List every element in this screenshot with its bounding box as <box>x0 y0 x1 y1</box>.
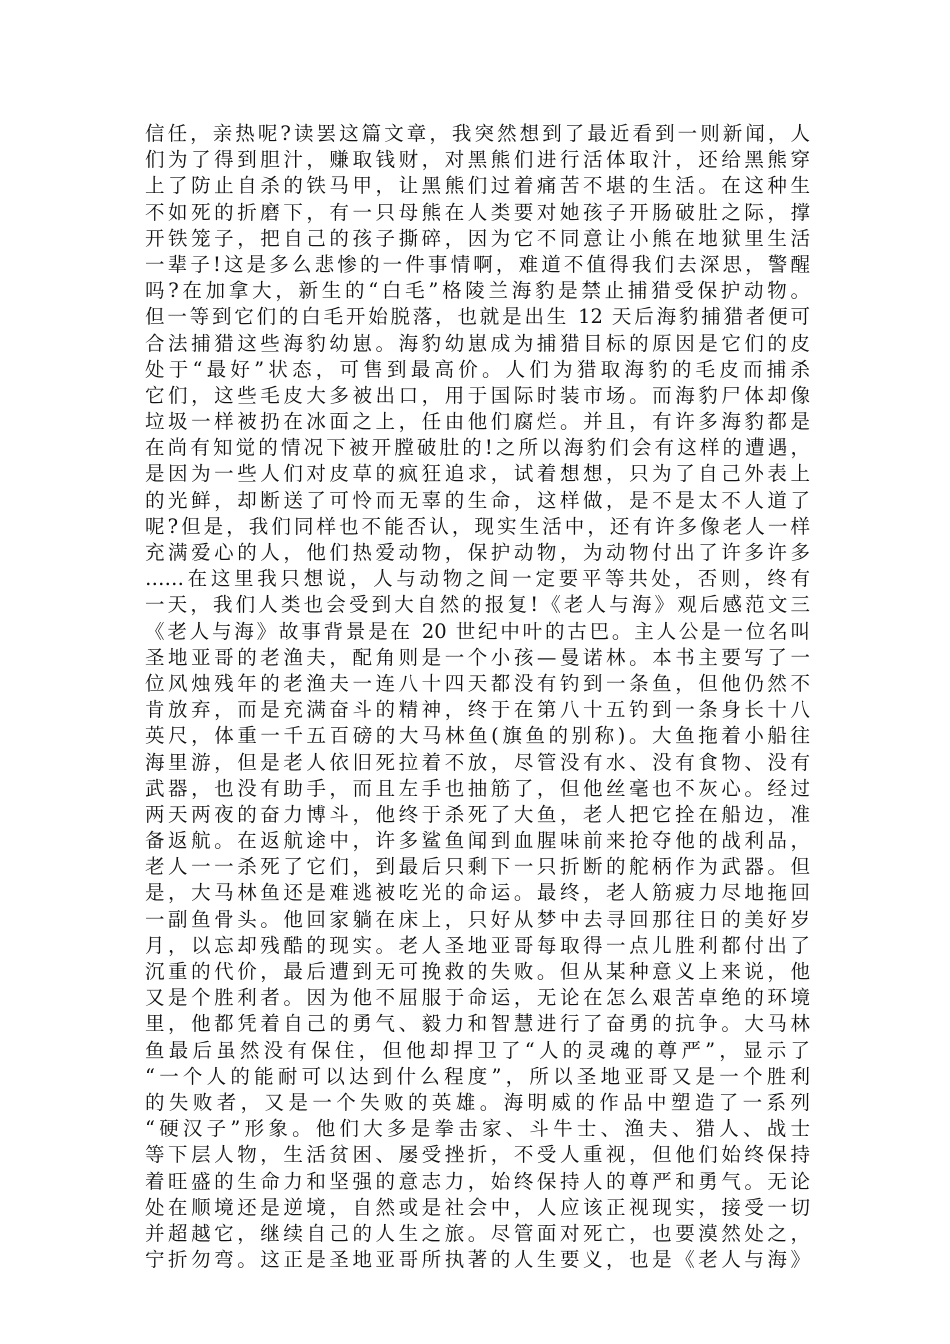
text-line: 海里游，但是老人依旧死拉着不放，尽管没有水、没有食物、没有 <box>145 750 810 774</box>
text-line: 两天两夜的奋力博斗，他终于杀死了大鱼，老人把它拴在船边，准 <box>145 802 810 826</box>
text-line: 信任，亲热呢?读罢这篇文章，我突然想到了最近看到一则新闻，人 <box>145 122 810 145</box>
text-line: 处于“最好”状态，可售到最高价。人们为猎取海豹的毛皮而捕杀 <box>145 357 810 381</box>
text-line: 合法捕猎这些海豹幼崽。海豹幼崽成为捕猎目标的原因是它们的皮 <box>145 331 810 355</box>
text-line: 并超越它，继续自己的人生之旅。尽管面对死亡，也要漠然处之， <box>145 1221 810 1245</box>
text-line: 充满爱心的人，他们热爱动物，保护动物，为动物付出了许多许多 <box>145 541 810 564</box>
text-line: 月，以忘却残酷的现实。老人圣地亚哥每取得一点儿胜利都付出了 <box>145 933 810 957</box>
text-line: 处在顺境还是逆境，自然或是社会中，人应该正视现实，接受一切 <box>145 1195 810 1219</box>
text-line: 着旺盛的生命力和坚强的意志力，始终保持人的尊严和勇气。无论 <box>145 1169 810 1193</box>
text-line: 备返航。在返航途中，许多鲨鱼闻到血腥味前来抢夺他的战利品， <box>145 829 810 853</box>
text-line: 的光鲜，却断送了可怜而无辜的生命，这样做，是不是太不人道了 <box>145 488 810 512</box>
text-line: 呢?但是，我们同样也不能否认，现实生活中，还有许多像老人一样 <box>145 514 810 538</box>
text-line: 吗?在加拿大，新生的“白毛”格陵兰海豹是禁止捕猎受保护动物。 <box>145 279 810 303</box>
text-line: 开铁笼子，把自己的孩子撕碎，因为它不同意让小熊在地狱里生活 <box>145 226 810 250</box>
text-line: 武器，也没有助手，而且左手也抽筋了，但他丝毫也不灰心。经过 <box>145 776 810 800</box>
text-line: 肯放弃，而是充满奋斗的精神，终于在第八十五钓到一条身长十八 <box>145 698 810 722</box>
text-line: “一个人的能耐可以达到什么程度”，所以圣地亚哥又是一个胜利 <box>145 1064 810 1088</box>
text-line: 鱼最后虽然没有保住，但他却捍卫了“人的灵魂的尊严”，显示了 <box>145 1038 810 1062</box>
text-line: 等下层人物，生活贫困、屡受挫折，不受人重视，但他们始终保持 <box>145 1143 810 1167</box>
text-line: 上了防止自杀的铁马甲，让黑熊们过着痛苦不堪的生活。在这种生 <box>145 174 810 198</box>
body-text <box>145 121 810 1273</box>
text-line: 们为了得到胆汁，赚取钱财，对黑熊们进行活体取汁，还给黑熊穿 <box>145 148 810 172</box>
text-line: 是，大马林鱼还是难逃被吃光的命运。最终，老人筋疲力尽地拖回 <box>145 881 810 905</box>
text-line: 又是个胜利者。因为他不屈服于命运，无论在怎么艰苦卓绝的环境 <box>145 986 810 1010</box>
text-line: 垃圾一样被扔在冰面之上，任由他们腐烂。并且，有许多海豹都是 <box>145 410 810 434</box>
text-line: ……在这里我只想说，人与动物之间一定要平等共处，否则，终有 <box>145 567 810 591</box>
text-line: 在尚有知觉的情况下被开膛破肚的!之所以海豹们会有这样的遭遇， <box>145 436 810 460</box>
text-line: 里，他都凭着自己的勇气、毅力和智慧进行了奋勇的抗争。大马林 <box>145 1012 810 1036</box>
text-line: 《老人与海》故事背景是在 20 世纪中叶的古巴。主人公是一位名叫 <box>145 619 810 643</box>
text-line: “硬汉子”形象。他们大多是拳击家、斗牛士、渔夫、猎人、战士 <box>145 1117 810 1141</box>
text-line: 的失败者，又是一个失败的英雄。海明威的作品中塑造了一系列 <box>145 1090 810 1114</box>
text-line: 不如死的折磨下，有一只母熊在人类要对她孩子开肠破肚之际，撑 <box>145 200 810 224</box>
text-line: 一天，我们人类也会受到大自然的报复!《老人与海》观后感范文三 <box>145 593 810 617</box>
text-line: 老人一一杀死了它们，到最后只剩下一只折断的舵柄作为武器。但 <box>145 855 810 879</box>
text-line: 但一等到它们的白毛开始脱落，也就是出生 12 天后海豹捕猎者便可 <box>145 305 810 329</box>
text-line: 宁折勿弯。这正是圣地亚哥所执著的人生要义，也是《老人与海》 <box>145 1248 810 1272</box>
text-line: 一副鱼骨头。他回家躺在床上，只好从梦中去寻回那往日的美好岁 <box>145 907 810 931</box>
text-line: 位风烛残年的老渔夫一连八十四天都没有钓到一条鱼，但他仍然不 <box>145 671 810 695</box>
text-line: 英尺，体重一千五百磅的大马林鱼(旗鱼的别称)。大鱼拖着小船往 <box>145 724 810 748</box>
text-line: 一辈子!这是多么悲惨的一件事情啊，难道不值得我们去深思，警醒 <box>145 252 810 276</box>
text-line: 圣地亚哥的老渔夫，配角则是一个小孩—曼诺林。本书主要写了一 <box>145 645 810 669</box>
text-line: 沉重的代价，最后遭到无可挽救的失败。但从某种意义上来说，他 <box>145 960 810 983</box>
text-line: 是因为一些人们对皮草的疯狂追求，试着想想，只为了自己外表上 <box>145 462 810 486</box>
text-line: 它们，这些毛皮大多被出口，用于国际时装市场。而海豹尸体却像 <box>145 383 810 407</box>
